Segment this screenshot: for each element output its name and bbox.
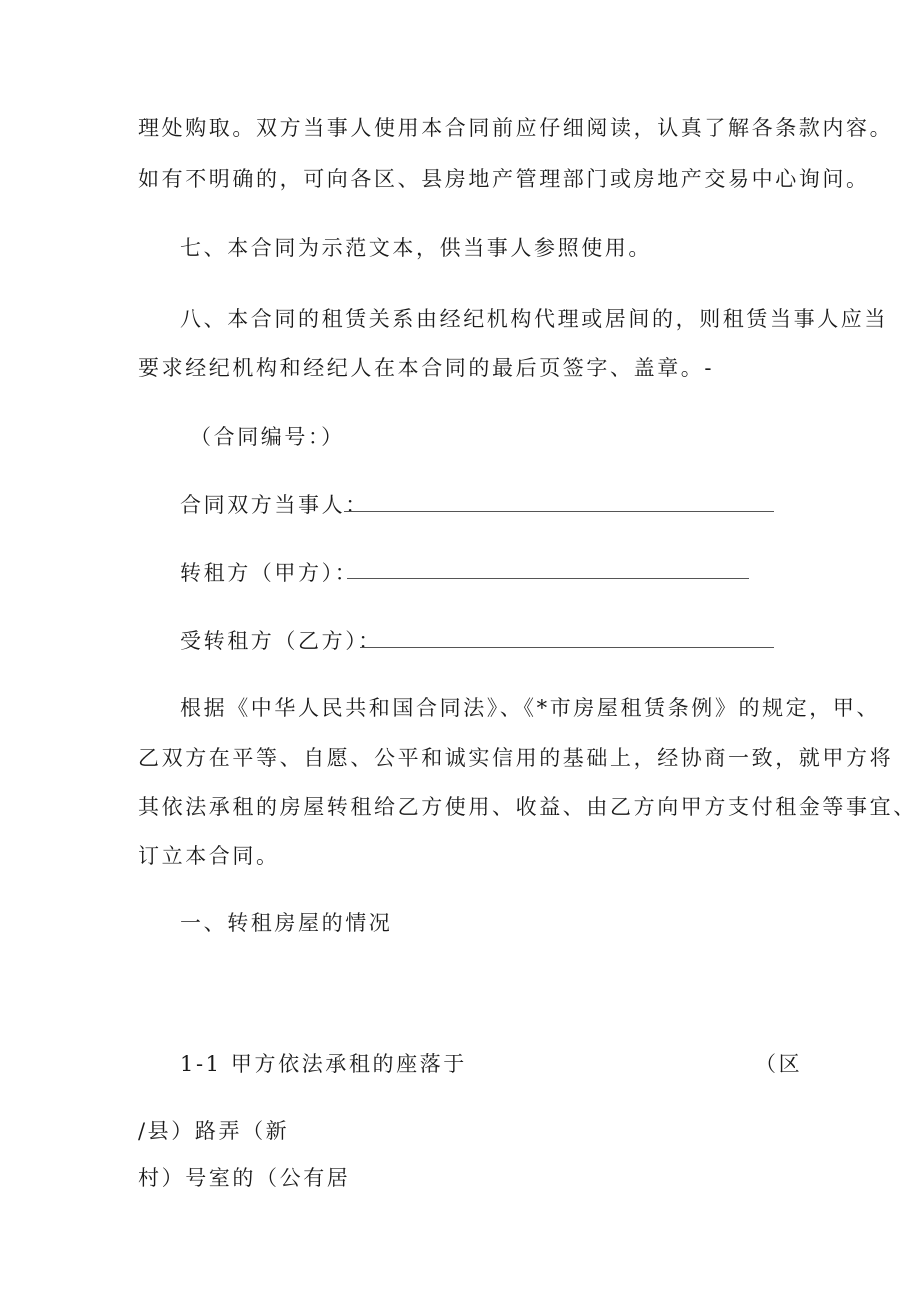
basis-paragraph-line: 其依法承租的房屋转租给乙方使用、收益、由乙方向甲方支付租金等事宜、 — [138, 795, 917, 819]
clause-eight-line: 要求经纪机构和经纪人在本合同的最后页签字、盖章。- — [138, 356, 715, 380]
section-title: 一、转租房屋的情况 — [180, 911, 393, 935]
clause-1-1-district: （区 — [755, 1052, 803, 1076]
party-b-label: 受转租方（乙方）： — [180, 629, 382, 653]
contract-number: （合同编号：） — [190, 425, 345, 449]
clause-1-1: 1-1 甲方依法承租的座落于 — [180, 1052, 467, 1076]
basis-paragraph-line: 乙双方在平等、自愿、公平和诚实信用的基础上，经协商一致，就甲方将 — [138, 746, 894, 770]
party-b-blank-line[interactable] — [360, 647, 774, 648]
clause-seven: 七、本合同为示范文本，供当事人参照使用。 — [180, 236, 652, 260]
clause-eight-line: 八、本合同的租赁关系由经纪机构代理或居间的，则租赁当事人应当 — [180, 307, 888, 331]
party-a-label: 转租方（甲方）： — [180, 561, 359, 585]
clause-1-1-line: 村）号室的（公有居 — [138, 1166, 351, 1190]
basis-paragraph-line: 订立本合同。 — [138, 844, 280, 868]
basis-paragraph-line: 根据《中华人民共和国合同法》、《*市房屋租赁条例》的规定，甲、 — [180, 696, 881, 720]
clause-1-1-line: /县）路弄（新 — [138, 1119, 290, 1143]
paragraph-line: 理处购取。双方当事人使用本合同前应仔细阅读，认真了解各条款内容。 — [138, 116, 894, 140]
party-a-blank-line[interactable] — [347, 578, 749, 579]
parties-blank-line[interactable] — [344, 511, 774, 512]
paragraph-line: 如有不明确的，可向各区、县房地产管理部门或房地产交易中心询问。 — [138, 167, 870, 191]
parties-label: 合同双方当事人： — [180, 493, 369, 517]
